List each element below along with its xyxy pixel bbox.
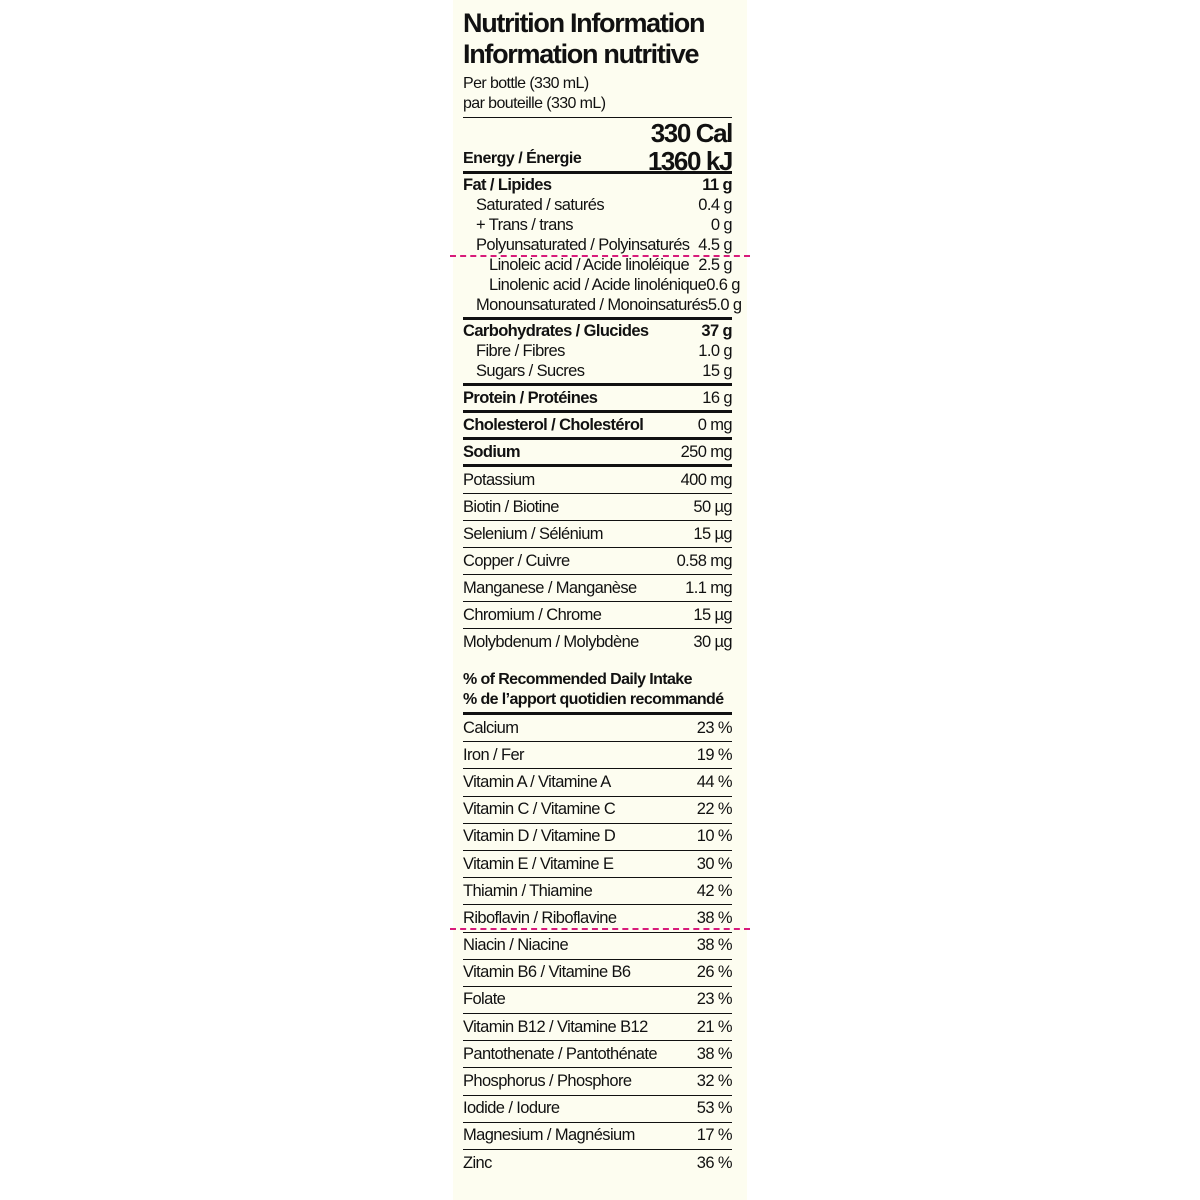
daily-intake-heading-english: % of Recommended Daily Intake: [463, 671, 692, 688]
daily-value-row: [463, 715, 732, 742]
nutrient-value: 5.0 g: [707, 296, 742, 314]
energy-row: [463, 118, 732, 176]
daily-value-percent: 38 %: [696, 1044, 732, 1063]
daily-value-row: [463, 1123, 732, 1150]
nutrient-label: Fibre / Fibres: [476, 342, 565, 360]
nutrient-row: [463, 255, 732, 275]
daily-value-percent: 30 %: [696, 854, 732, 873]
carbohydrate-group: [463, 320, 732, 383]
daily-value-row: [463, 851, 732, 878]
nutrient-row: [463, 215, 732, 235]
nutrient-value: 15 µg: [693, 605, 732, 624]
daily-value-row: [463, 1014, 732, 1041]
daily-value-percent: 42 %: [696, 881, 732, 900]
nutrient-label: Sugars / Sucres: [476, 362, 585, 380]
energy-label: Energy / Énergie: [463, 150, 582, 167]
nutrient-label: Saturated / saturés: [476, 196, 605, 214]
nutrient-row: [463, 494, 732, 521]
daily-value-row: [463, 769, 732, 796]
nutrient-row: [463, 295, 742, 315]
nutrient-value: 1.1 mg: [685, 578, 732, 597]
daily-value-percent: 17 %: [696, 1126, 732, 1145]
daily-value-row: [463, 797, 732, 824]
daily-value-row: [463, 1041, 732, 1068]
cut-line: [450, 928, 750, 930]
nutrient-label: Sodium: [463, 442, 520, 461]
daily-value-label: Zinc: [463, 1154, 492, 1173]
nutrient-value: 50 µg: [693, 497, 732, 516]
nutrient-row: [463, 521, 732, 548]
daily-value-label: Folate: [463, 990, 506, 1009]
nutrient-label: Potassium: [463, 470, 535, 489]
daily-intake-list: [463, 715, 732, 1177]
daily-value-label: Vitamin D / Vitamine D: [463, 827, 616, 846]
daily-value-row: [463, 824, 732, 851]
nutrient-label: Biotin / Biotine: [463, 497, 559, 516]
nutrient-row: [463, 575, 732, 602]
nutrient-value: 0 mg: [697, 415, 732, 434]
daily-value-label: Magnesium / Magnésium: [463, 1126, 635, 1145]
nutrient-row: [463, 361, 732, 381]
nutrient-value: 15 g: [702, 362, 732, 380]
nutrient-row: [463, 321, 732, 341]
daily-value-row: [463, 1150, 732, 1177]
daily-value-label: Iron / Fer: [463, 745, 524, 764]
nutrient-value: 0.4 g: [698, 196, 732, 214]
nutrient-value: 4.5 g: [698, 236, 732, 254]
daily-value-percent: 19 %: [696, 745, 732, 764]
daily-value-percent: 36 %: [696, 1154, 732, 1173]
nutrient-value: 0.6 g: [706, 276, 740, 294]
daily-intake-heading: [463, 670, 732, 712]
nutrient-label: Protein / Protéines: [463, 388, 598, 407]
daily-value-percent: 44 %: [696, 772, 732, 791]
daily-value-percent: 23 %: [696, 718, 732, 737]
daily-value-percent: 23 %: [696, 990, 732, 1009]
daily-value-label: Vitamin B6 / Vitamine B6: [463, 963, 631, 982]
nutrient-label: Chromium / Chrome: [463, 605, 602, 624]
cut-line: [450, 255, 750, 257]
daily-value-row: [463, 742, 732, 769]
nutrient-label: Monounsaturated / Monoinsaturés: [476, 296, 708, 314]
nutrient-label: Molybdenum / Molybdène: [463, 633, 639, 651]
nutrient-value: 0.58 mg: [676, 551, 732, 570]
daily-value-percent: 10 %: [696, 827, 732, 846]
nutrient-value: 37 g: [701, 322, 732, 340]
daily-value-label: Vitamin A / Vitamine A: [463, 772, 611, 791]
serving-size: [463, 74, 732, 114]
nutrient-label: + Trans / trans: [476, 216, 573, 234]
daily-value-row: [463, 878, 732, 905]
nutrient-row: [463, 548, 732, 575]
daily-value-label: Calcium: [463, 718, 519, 737]
energy-kilojoules: 1360 kJ: [647, 146, 732, 176]
daily-value-label: Riboflavin / Riboflavine: [463, 908, 617, 927]
nutrient-row: [463, 467, 732, 494]
energy-values: [648, 119, 732, 175]
daily-value-label: Phosphorus / Phosphore: [463, 1072, 632, 1091]
nutrient-label: Linolenic acid / Acide linolénique: [489, 276, 707, 294]
daily-value-label: Vitamin E / Vitamine E: [463, 854, 614, 873]
nutrient-label: Cholesterol / Cholestérol: [463, 415, 644, 434]
nutrient-row: [463, 629, 732, 656]
nutrient-label: Copper / Cuivre: [463, 551, 570, 570]
daily-value-row: [463, 987, 732, 1014]
nutrient-row: [463, 175, 732, 195]
fat-group: [463, 174, 742, 317]
serving-french: par bouteille (330 mL): [463, 95, 606, 112]
nutrient-value: 11 g: [702, 176, 732, 194]
nutrient-label: Selenium / Sélénium: [463, 524, 603, 543]
nutrition-facts-label: [463, 8, 742, 1177]
energy-calories: 330 Cal: [650, 118, 732, 148]
daily-value-percent: 38 %: [696, 908, 732, 927]
daily-value-label: Niacin / Niacine: [463, 936, 569, 955]
nutrient-label: Carbohydrates / Glucides: [463, 322, 649, 340]
daily-value-percent: 32 %: [696, 1072, 732, 1091]
daily-value-row: [463, 960, 732, 987]
nutrient-row: [463, 602, 732, 629]
nutrient-row: [463, 235, 732, 255]
nutrient-row: [463, 341, 732, 361]
serving-english: Per bottle (330 mL): [463, 75, 589, 92]
daily-value-label: Iodide / Iodure: [463, 1099, 560, 1118]
daily-value-percent: 21 %: [696, 1017, 732, 1036]
nutrient-row: [463, 275, 740, 295]
nutrient-label: Linoleic acid / Acide linoléique: [489, 256, 690, 274]
nutrient-value: 250 mg: [680, 442, 732, 461]
nutrient-row: [463, 413, 732, 440]
nutrient-row: [463, 440, 732, 467]
daily-value-row: [463, 1096, 732, 1123]
daily-value-label: Vitamin C / Vitamine C: [463, 800, 616, 819]
nutrient-value: 16 g: [702, 388, 732, 407]
nutrient-list: [463, 386, 732, 656]
daily-value-row: [463, 933, 732, 960]
daily-value-label: Pantothenate / Pantothénate: [463, 1044, 657, 1063]
nutrient-value: 30 µg: [693, 633, 732, 651]
daily-value-label: Thiamin / Thiamine: [463, 881, 593, 900]
daily-value-percent: 53 %: [696, 1099, 732, 1118]
title-english: Nutrition Information: [463, 8, 705, 38]
daily-value-row: [463, 1068, 732, 1095]
title-french: Information nutritive: [463, 39, 699, 69]
nutrient-label: Fat / Lipides: [463, 176, 552, 194]
daily-value-percent: 26 %: [696, 963, 732, 982]
daily-value-label: Vitamin B12 / Vitamine B12: [463, 1017, 648, 1036]
daily-intake-heading-french: % de l’apport quotidien recommandé: [463, 691, 724, 708]
nutrient-value: 1.0 g: [698, 342, 732, 360]
nutrient-value: 0 g: [710, 216, 732, 234]
daily-value-percent: 22 %: [696, 800, 732, 819]
nutrient-value: 15 µg: [693, 524, 732, 543]
nutrient-label: Polyunsaturated / Polyinsaturés: [476, 236, 690, 254]
nutrient-value: 400 mg: [680, 470, 732, 489]
nutrient-label: Manganese / Manganèse: [463, 578, 637, 597]
nutrient-row: [463, 386, 732, 413]
nutrient-row: [463, 195, 732, 215]
nutrient-value: 2.5 g: [698, 256, 732, 274]
daily-value-percent: 38 %: [696, 936, 732, 955]
